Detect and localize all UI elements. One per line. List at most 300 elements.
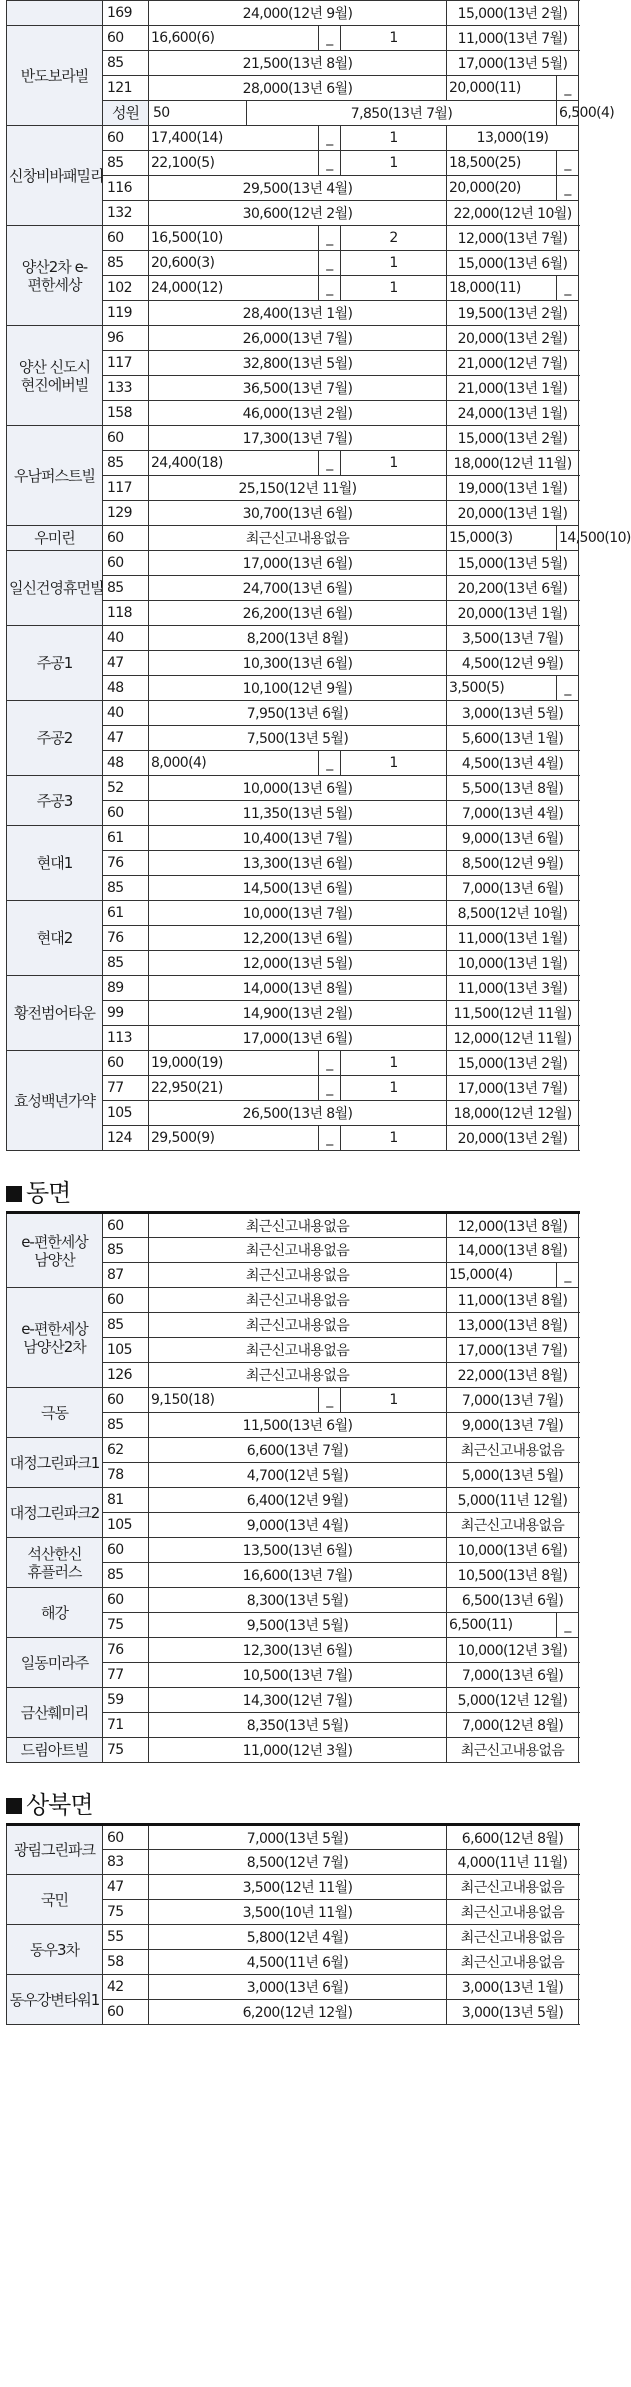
jeonse-price: 19,000(13년 1월): [447, 476, 579, 501]
sale-price: 25,150(12년 11월): [149, 476, 447, 501]
jeonse-price: 13,000(13년 8월): [447, 1313, 579, 1338]
table-row: [7, 126, 579, 151]
unit-size: 75: [103, 1613, 149, 1638]
jeonse-price: 20,000(11): [447, 76, 557, 101]
unit-size: 158: [103, 401, 149, 426]
sale-price: 7,500(13년 5월): [149, 726, 447, 751]
sale-price: 3,000(13년 6월): [149, 1975, 447, 2000]
sale-count: 2: [341, 226, 447, 251]
jeonse-price: 3,000(13년 5월): [447, 2000, 579, 2025]
unit-size: 58: [103, 1950, 149, 1975]
sale-range-marker: _: [319, 126, 341, 151]
sale-price: 16,500(10): [149, 226, 319, 251]
complex-name: 양산2차 e-편한세상: [7, 226, 103, 326]
sale-price: 8,300(13년 5월): [149, 1588, 447, 1613]
unit-size: 105: [103, 1101, 149, 1126]
jeonse-price: 14,000(13년 8월): [447, 1238, 579, 1263]
unit-size: 40: [103, 701, 149, 726]
complex-name: 일동미라주: [7, 1638, 103, 1688]
jeonse-price: 20,000(13년 1월): [447, 601, 579, 626]
unit-size: 121: [103, 76, 149, 101]
sale-price: 8,200(13년 8월): [149, 626, 447, 651]
unit-size: 85: [103, 451, 149, 476]
jeonse-price: 13,000(19): [447, 126, 579, 151]
unit-size: 83: [103, 1850, 149, 1875]
sale-count: 1: [341, 1076, 447, 1101]
price-table: [6, 0, 631, 1151]
jeonse-price: 15,000(3): [447, 526, 557, 551]
unit-size: 105: [103, 1513, 149, 1538]
section-marker-icon: [6, 1186, 22, 1202]
jeonse-price: 15,000(13년 2월): [447, 1051, 579, 1076]
complex-name: 신창비바패밀리: [7, 126, 103, 226]
jeonse-range-marker: _: [557, 676, 579, 701]
jeonse-price: 9,000(13년 7월): [447, 1413, 579, 1438]
sale-price: 16,600(6): [149, 26, 319, 51]
sale-count: 1: [341, 1126, 447, 1151]
sale-price: 14,300(12년 7월): [149, 1688, 447, 1713]
sale-price: 최근신고내용없음: [149, 1363, 447, 1388]
sale-price: 3,500(10년 11월): [149, 1900, 447, 1925]
sale-price: 26,200(13년 6월): [149, 601, 447, 626]
table-row: [7, 1488, 579, 1513]
sale-range-marker: _: [319, 26, 341, 51]
complex-name-continued: [7, 1, 103, 26]
table-row: [7, 551, 579, 576]
section-sangbukmyeon: [6, 1823, 578, 2025]
jeonse-price: 최근신고내용없음: [447, 1950, 579, 1975]
unit-size: 59: [103, 1688, 149, 1713]
jeonse-price: 10,000(13년 1월): [447, 951, 579, 976]
sale-price: 최근신고내용없음: [149, 526, 447, 551]
sale-price: 4,500(11년 6월): [149, 1950, 447, 1975]
table-row: [7, 1438, 579, 1463]
jeonse-price: 15,000(4): [447, 1263, 557, 1288]
sale-price: 9,500(13년 5월): [149, 1613, 447, 1638]
table-row: [7, 1925, 579, 1950]
unit-size: 85: [103, 876, 149, 901]
sale-price: 24,000(12): [149, 276, 319, 301]
sale-price: 6,400(12년 9월): [149, 1488, 447, 1513]
sale-price: 10,000(13년 6월): [149, 776, 447, 801]
sale-price: 10,300(13년 6월): [149, 651, 447, 676]
jeonse-price: 최근신고내용없음: [447, 1738, 579, 1763]
table-row: [7, 701, 579, 726]
table-row: [7, 1288, 579, 1313]
sale-price: 12,000(13년 5월): [149, 951, 447, 976]
sale-price: 22,100(5): [149, 151, 319, 176]
jeonse-price: 8,500(12년 10월): [447, 901, 579, 926]
unit-size: 47: [103, 1875, 149, 1900]
complex-name: 국민: [7, 1875, 103, 1925]
jeonse-price: 7,000(13년 7월): [447, 1388, 579, 1413]
section-continued: [6, 0, 631, 1151]
table-row: [7, 1975, 579, 2000]
sale-count: 1: [341, 251, 447, 276]
complex-name: 대정그린파크1: [7, 1438, 103, 1488]
jeonse-price: 20,000(13년 2월): [447, 326, 579, 351]
sale-price: 8,500(12년 7월): [149, 1850, 447, 1875]
complex-name: 동우강변타워1: [7, 1975, 103, 2025]
listing-page: [6, 0, 631, 2025]
unit-size: 85: [103, 1238, 149, 1263]
complex-name: 드림아트빌: [7, 1738, 103, 1763]
sale-price: 24,400(18): [149, 451, 319, 476]
sale-price: 28,400(13년 1월): [149, 301, 447, 326]
sale-price: 13,500(13년 6월): [149, 1538, 447, 1563]
jeonse-range-marker: _: [557, 76, 579, 101]
jeonse-price: 12,000(12년 11월): [447, 1026, 579, 1051]
complex-name: 석산한신 휴플러스: [7, 1538, 103, 1588]
jeonse-price: 10,500(13년 8월): [447, 1563, 579, 1588]
sale-price: 10,000(13년 7월): [149, 901, 447, 926]
sale-price: 13,300(13년 6월): [149, 851, 447, 876]
complex-name: 일신건영휴먼빌: [7, 551, 103, 626]
sale-price: 11,500(13년 6월): [149, 1413, 447, 1438]
sale-price: 4,700(12년 5월): [149, 1463, 447, 1488]
sale-count: 1: [341, 751, 447, 776]
unit-size: 71: [103, 1713, 149, 1738]
sale-price: 24,700(13년 6월): [149, 576, 447, 601]
sale-price: 최근신고내용없음: [149, 1313, 447, 1338]
unit-size: 60: [103, 551, 149, 576]
sale-price: 19,000(19): [149, 1051, 319, 1076]
sale-price: 30,700(13년 6월): [149, 501, 447, 526]
unit-size: 60: [103, 1288, 149, 1313]
unit-size: 52: [103, 776, 149, 801]
complex-name: 효성백년가약: [7, 1051, 103, 1151]
table-row: [7, 901, 579, 926]
sale-price: 9,150(18): [149, 1388, 319, 1413]
table-row: [7, 776, 579, 801]
jeonse-price: 22,000(12년 10월): [447, 201, 579, 226]
sale-price: 10,400(13년 7월): [149, 826, 447, 851]
section-title-text: 동면: [26, 1179, 71, 1207]
unit-size: 118: [103, 601, 149, 626]
sale-price: 14,000(13년 8월): [149, 976, 447, 1001]
jeonse-price: 7,000(12년 8월): [447, 1713, 579, 1738]
table-row: [7, 426, 579, 451]
unit-size: 60: [103, 226, 149, 251]
jeonse-price: 7,000(13년 6월): [447, 876, 579, 901]
jeonse-price: 7,000(13년 6월): [447, 1663, 579, 1688]
unit-size: 78: [103, 1463, 149, 1488]
unit-size: 124: [103, 1126, 149, 1151]
sale-range-marker: _: [319, 251, 341, 276]
unit-size: 116: [103, 176, 149, 201]
sale-price: 11,000(12년 3월): [149, 1738, 447, 1763]
unit-size: 60: [103, 1388, 149, 1413]
complex-name: 금산훼미리: [7, 1688, 103, 1738]
unit-size: 60: [103, 426, 149, 451]
unit-size: 55: [103, 1925, 149, 1950]
unit-size: 75: [103, 1900, 149, 1925]
sale-price: 9,000(13년 4월): [149, 1513, 447, 1538]
table-row: [7, 1825, 579, 1850]
unit-size: 60: [103, 26, 149, 51]
unit-size: 60: [103, 1825, 149, 1850]
complex-name: 현대2: [7, 901, 103, 976]
sale-price: 16,600(13년 7월): [149, 1563, 447, 1588]
sale-price: 46,000(13년 2월): [149, 401, 447, 426]
jeonse-range-marker: _: [557, 1613, 579, 1638]
unit-size: 85: [103, 1413, 149, 1438]
table-row: [7, 326, 579, 351]
sale-range-marker: _: [319, 226, 341, 251]
sale-range-marker: _: [319, 751, 341, 776]
section-marker-icon: [6, 1798, 22, 1814]
table-row: [7, 1538, 579, 1563]
unit-size: 85: [103, 1563, 149, 1588]
complex-name: 광림그린파크: [7, 1825, 103, 1875]
sale-count: 1: [341, 1388, 447, 1413]
jeonse-price: 5,600(13년 1월): [447, 726, 579, 751]
unit-size: 85: [103, 51, 149, 76]
jeonse-price: 최근신고내용없음: [447, 1900, 579, 1925]
complex-name: 우남퍼스트빌: [7, 426, 103, 526]
sale-range-marker: _: [319, 1126, 341, 1151]
complex-name: 성원: [103, 101, 149, 126]
jeonse-price: 17,000(13년 5월): [447, 51, 579, 76]
unit-size: 48: [103, 751, 149, 776]
table-row: [7, 1051, 579, 1076]
unit-size: 61: [103, 826, 149, 851]
unit-size: 105: [103, 1338, 149, 1363]
jeonse-price: 11,000(13년 8월): [447, 1288, 579, 1313]
sale-price: 29,500(9): [149, 1126, 319, 1151]
sale-price: 14,900(13년 2월): [149, 1001, 447, 1026]
jeonse-price: 6,500(13년 6월): [447, 1588, 579, 1613]
table-row: [7, 976, 579, 1001]
jeonse-price: 17,000(13년 7월): [447, 1338, 579, 1363]
sale-price: 36,500(13년 7월): [149, 376, 447, 401]
sale-price: 10,500(13년 7월): [149, 1663, 447, 1688]
jeonse-price: 6,500(11): [447, 1613, 557, 1638]
sale-range-marker: _: [319, 1076, 341, 1101]
jeonse-range-marker: _: [557, 1263, 579, 1288]
sale-range-marker: _: [319, 451, 341, 476]
table-row: [7, 1, 579, 26]
sale-price: 3,500(12년 11월): [149, 1875, 447, 1900]
sale-count: 1: [341, 151, 447, 176]
sale-price: 8,000(4): [149, 751, 319, 776]
jeonse-price: 24,000(13년 1월): [447, 401, 579, 426]
complex-name: 현대1: [7, 826, 103, 901]
unit-size: 40: [103, 626, 149, 651]
jeonse-price: 4,500(13년 4월): [447, 751, 579, 776]
unit-size: 48: [103, 676, 149, 701]
unit-size: 85: [103, 151, 149, 176]
sale-price: 28,000(13년 6월): [149, 76, 447, 101]
unit-size: 119: [103, 301, 149, 326]
unit-size: 77: [103, 1076, 149, 1101]
unit-size: 89: [103, 976, 149, 1001]
sale-price: 6,600(13년 7월): [149, 1438, 447, 1463]
sale-count: 1: [341, 126, 447, 151]
complex-name: 대정그린파크2: [7, 1488, 103, 1538]
unit-size: 81: [103, 1488, 149, 1513]
jeonse-price: 20,200(13년 6월): [447, 576, 579, 601]
section-title-sangbukmyeon: [6, 1763, 578, 1823]
sale-price: 11,350(13년 5월): [149, 801, 447, 826]
complex-name: 해강: [7, 1588, 103, 1638]
jeonse-price: 11,000(13년 3월): [447, 976, 579, 1001]
unit-size: 113: [103, 1026, 149, 1051]
sale-count: 1: [341, 276, 447, 301]
jeonse-price: 18,000(11): [447, 276, 557, 301]
jeonse-price: 20,000(13년 1월): [447, 501, 579, 526]
sale-price: 20,600(3): [149, 251, 319, 276]
unit-size: 60: [103, 801, 149, 826]
unit-size: 76: [103, 926, 149, 951]
sale-price: 12,200(13년 6월): [149, 926, 447, 951]
unit-size: 60: [103, 1051, 149, 1076]
unit-size: 87: [103, 1263, 149, 1288]
jeonse-range-marker: _: [557, 151, 579, 176]
sale-count: 1: [341, 1051, 447, 1076]
jeonse-price: 11,000(13년 7월): [447, 26, 579, 51]
unit-size: 102: [103, 276, 149, 301]
complex-name: 주공3: [7, 776, 103, 826]
jeonse-price: 17,000(13년 7월): [447, 1076, 579, 1101]
unit-size: 132: [103, 201, 149, 226]
jeonse-price: 21,000(13년 1월): [447, 376, 579, 401]
unit-size: 133: [103, 376, 149, 401]
jeonse-price: 21,000(12년 7월): [447, 351, 579, 376]
jeonse-price: 18,500(25): [447, 151, 557, 176]
complex-name: 양산 신도시 현진에버빌: [7, 326, 103, 426]
jeonse-range-marker: _: [557, 176, 579, 201]
sale-count: 1: [341, 451, 447, 476]
complex-name: e-편한세상 남양산2차: [7, 1288, 103, 1388]
unit-size: 42: [103, 1975, 149, 2000]
jeonse-price: 22,000(13년 8월): [447, 1363, 579, 1388]
jeonse-price: 6,500(4): [557, 101, 579, 126]
unit-size: 76: [103, 1638, 149, 1663]
jeonse-price: 3,000(13년 5월): [447, 701, 579, 726]
sale-range-marker: _: [319, 1051, 341, 1076]
unit-size: 76: [103, 851, 149, 876]
jeonse-price: 18,000(12년 12월): [447, 1101, 579, 1126]
jeonse-price: 15,000(13년 6월): [447, 251, 579, 276]
sale-price: 14,500(13년 6월): [149, 876, 447, 901]
sale-price: 최근신고내용없음: [149, 1213, 447, 1238]
table-row: [7, 1638, 579, 1663]
jeonse-price: 10,000(12년 3월): [447, 1638, 579, 1663]
unit-size: 129: [103, 501, 149, 526]
complex-name: 동우3차: [7, 1925, 103, 1975]
price-table: [6, 1823, 579, 2025]
table-row: [7, 26, 579, 51]
jeonse-price: 5,000(11년 12월): [447, 1488, 579, 1513]
sale-price: 최근신고내용없음: [149, 1263, 447, 1288]
table-row: [7, 1738, 579, 1763]
jeonse-price: 20,000(13년 2월): [447, 1126, 579, 1151]
sale-price: 30,600(12년 2월): [149, 201, 447, 226]
sale-price: 6,200(12년 12월): [149, 2000, 447, 2025]
table-row: [7, 526, 579, 551]
sale-price: 12,300(13년 6월): [149, 1638, 447, 1663]
jeonse-price: 5,500(13년 8월): [447, 776, 579, 801]
sale-price: 21,500(13년 8월): [149, 51, 447, 76]
sale-price: 5,800(12년 4월): [149, 1925, 447, 1950]
jeonse-price: 15,000(13년 2월): [447, 1, 579, 26]
jeonse-price: 최근신고내용없음: [447, 1925, 579, 1950]
unit-size: 47: [103, 726, 149, 751]
jeonse-price: 19,500(13년 2월): [447, 301, 579, 326]
sale-price: 32,800(13년 5월): [149, 351, 447, 376]
complex-name: 우미린: [7, 526, 103, 551]
jeonse-price: 12,000(13년 7월): [447, 226, 579, 251]
sale-price: 8,350(13년 5월): [149, 1713, 447, 1738]
sale-price: 17,000(13년 6월): [149, 1026, 447, 1051]
sale-range-marker: _: [319, 1388, 341, 1413]
unit-size: 61: [103, 901, 149, 926]
unit-size: 50: [149, 101, 247, 126]
jeonse-price: 10,000(13년 6월): [447, 1538, 579, 1563]
table-row: [7, 1688, 579, 1713]
complex-name: 반도보라빌: [7, 26, 103, 126]
sale-price: 17,400(14): [149, 126, 319, 151]
jeonse-price: 20,000(20): [447, 176, 557, 201]
unit-size: 60: [103, 1588, 149, 1613]
unit-size: 60: [103, 126, 149, 151]
sale-price: 최근신고내용없음: [149, 1238, 447, 1263]
unit-size: 85: [103, 576, 149, 601]
table-row: [7, 626, 579, 651]
unit-size: 117: [103, 476, 149, 501]
jeonse-price: 18,000(12년 11월): [447, 451, 579, 476]
jeonse-price: 6,600(12년 8월): [447, 1825, 579, 1850]
jeonse-price: 11,500(12년 11월): [447, 1001, 579, 1026]
unit-size: 85: [103, 1313, 149, 1338]
sale-price: 7,850(13년 7월): [247, 101, 557, 126]
jeonse-price: 7,000(13년 4월): [447, 801, 579, 826]
complex-name: 황전범어타운: [7, 976, 103, 1051]
unit-size: 60: [103, 1538, 149, 1563]
sale-price: 최근신고내용없음: [149, 1288, 447, 1313]
unit-size: 96: [103, 326, 149, 351]
jeonse-price: 최근신고내용없음: [447, 1438, 579, 1463]
sale-price: 22,950(21): [149, 1076, 319, 1101]
unit-size: 62: [103, 1438, 149, 1463]
sale-price: 17,000(13년 6월): [149, 551, 447, 576]
table-row: [7, 1388, 579, 1413]
jeonse-price: 8,500(12년 9월): [447, 851, 579, 876]
unit-size: 75: [103, 1738, 149, 1763]
jeonse-price: 5,000(13년 5월): [447, 1463, 579, 1488]
section-title-dongmyeon: [6, 1151, 578, 1211]
sale-price: 7,000(13년 5월): [149, 1825, 447, 1850]
sale-price: 10,100(12년 9월): [149, 676, 447, 701]
unit-size: 47: [103, 651, 149, 676]
unit-size: 126: [103, 1363, 149, 1388]
sale-price: 최근신고내용없음: [149, 1338, 447, 1363]
unit-size: 85: [103, 951, 149, 976]
unit-size: 60: [103, 526, 149, 551]
sale-price: 26,500(13년 8월): [149, 1101, 447, 1126]
jeonse-price: 12,000(13년 8월): [447, 1213, 579, 1238]
sale-range-marker: _: [319, 151, 341, 176]
jeonse-price: 최근신고내용없음: [447, 1513, 579, 1538]
jeonse-price: 15,000(13년 2월): [447, 426, 579, 451]
unit-size: 99: [103, 1001, 149, 1026]
jeonse-range-marker: _: [557, 276, 579, 301]
table-row: [7, 826, 579, 851]
section-title-text: 상북면: [26, 1791, 93, 1819]
jeonse-price: 15,000(13년 5월): [447, 551, 579, 576]
complex-name: 극동: [7, 1388, 103, 1438]
